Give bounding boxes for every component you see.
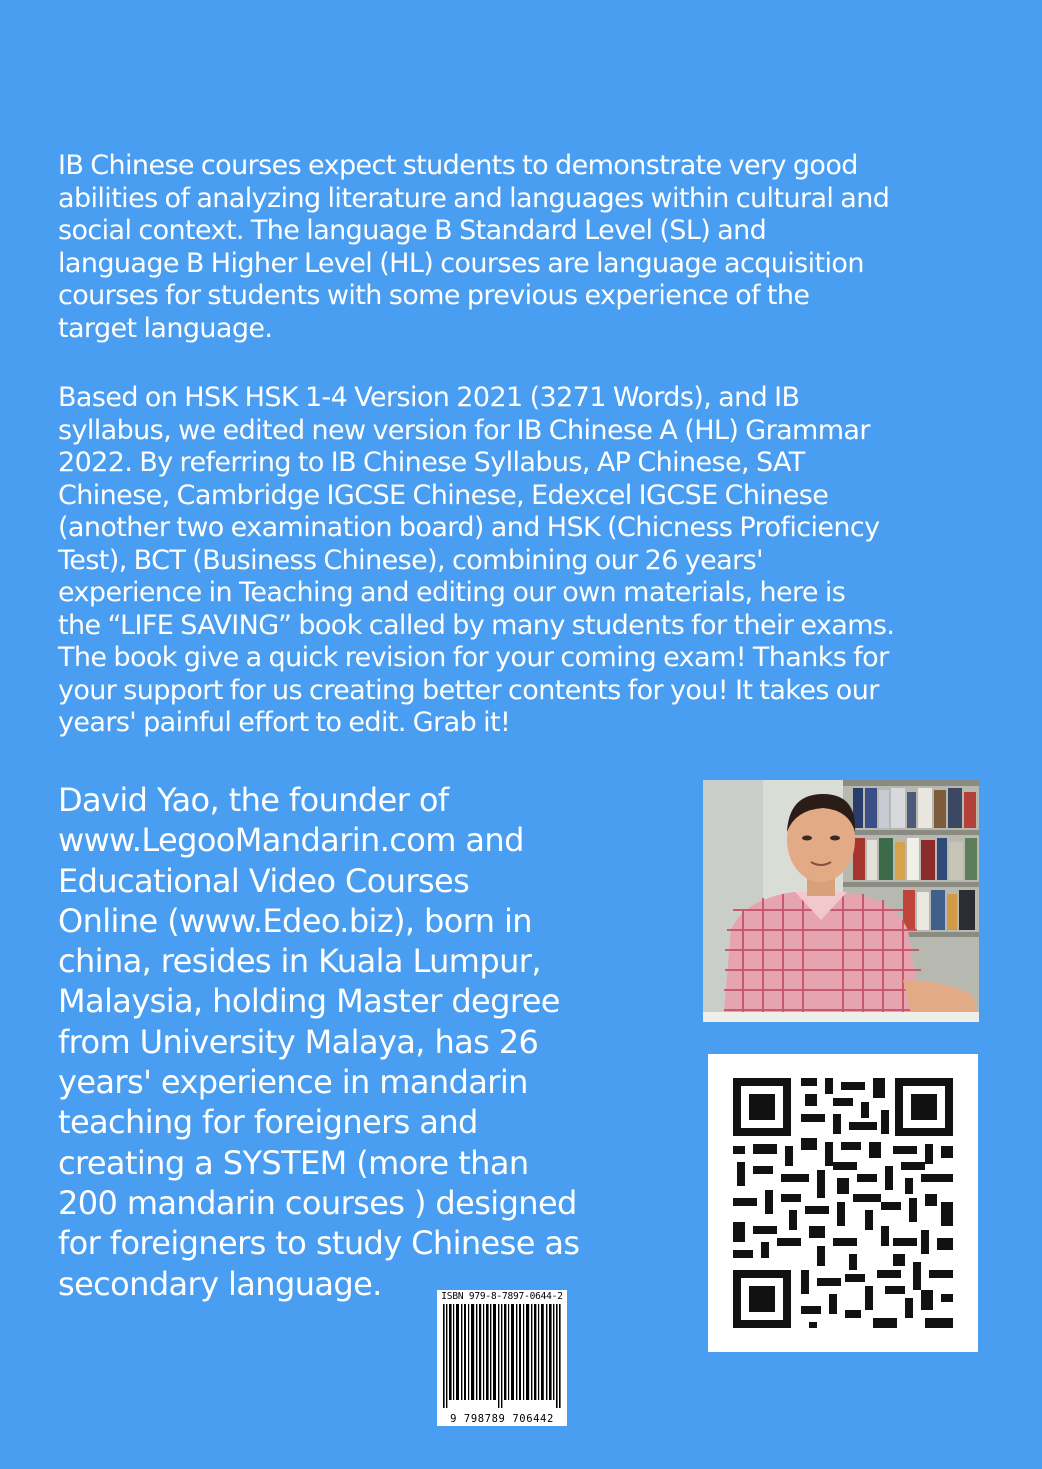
isbn-label: ISBN 979-8-7897-0644-2 — [441, 1291, 563, 1302]
author-bio: David Yao, the founder of www.LegooMandarin.com and Educational Video Courses Online (www.Edeo.biz), born in china, resides in Kuala Lumpur, Malaysia, holding Master degree from University Malaya, has 26 years' experience in mandarin teaching for foreigners and creating a SYSTEM (more than 200 mandarin courses ) designed for foreigners to study Chinese as secondary language. — [58, 781, 580, 1303]
barcode-digits: 9 798789 706442 — [450, 1413, 554, 1425]
description-paragraph: Based on HSK HSK 1-4 Version 2021 (3271 Words), and IB syllabus, we edited new version for IB Chinese A (HL) Grammar 2022. By referring to IB Chinese Syllabus, AP Chinese, SAT Chinese, Cambridge IGCSE Chinese, Edexcel IGCSE Chinese (another two examination board) and HSK (Chicness Proficiency Test), BCT (Business Chinese), combining our 26 years' experience in Teaching and editing our own materials, here is the “LIFE SAVING” book called by many students for their exams. The book give a quick revision for your coming exam! Thanks for your support for us creating better contents for you! It takes our years' painful effort to edit. Grab it! — [58, 382, 895, 738]
isbn-barcode — [437, 1290, 567, 1426]
qr-code-icon — [708, 1054, 978, 1352]
barcode-bars — [443, 1304, 561, 1408]
author-photo — [703, 780, 979, 1022]
intro-paragraph: IB Chinese courses expect students to demonstrate very good abilities of analyzing literature and languages within cultural and social context. The language B Standard Level (SL) and language B Higher Level (HL) courses are language acquisition courses for students with some previous experience of the target language. — [58, 150, 890, 344]
